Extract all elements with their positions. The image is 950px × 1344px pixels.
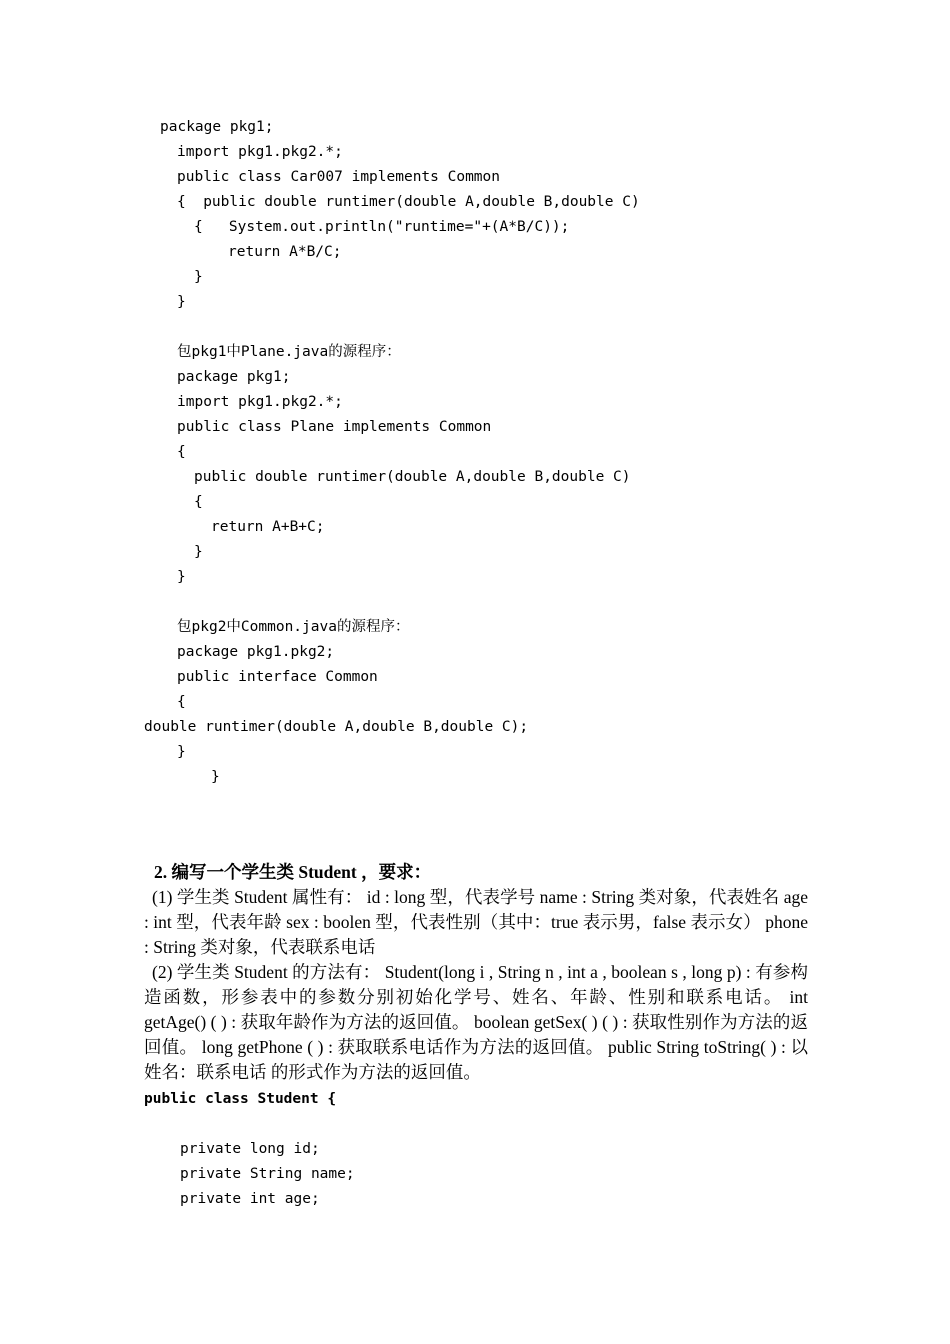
- code-line: import pkg1.pkg2.*;: [177, 144, 343, 160]
- code-line: public class Plane implements Common: [177, 419, 492, 435]
- code-line: public class Student {: [144, 1091, 337, 1107]
- section-heading-plane: 包pkg1中Plane.java的源程序：: [177, 344, 401, 360]
- code-line: { System.out.println("runtime="+(A*B/C));: [194, 219, 570, 235]
- code-line: {: [177, 694, 186, 710]
- code-line: public class Car007 implements Common: [177, 169, 501, 185]
- code-line: private int age;: [180, 1191, 320, 1207]
- code-line: {: [194, 494, 203, 510]
- code-line: {: [177, 444, 186, 460]
- code-line: return A*B/C;: [228, 244, 342, 260]
- code-line: public double runtimer(double A,double B,double C): [194, 469, 631, 485]
- code-line: }: [194, 269, 203, 285]
- code-line: return A+B+C;: [211, 519, 325, 535]
- code-line: public interface Common: [177, 669, 378, 685]
- code-line: package pkg1;: [177, 369, 291, 385]
- code-line: { public double runtimer(double A,double B,double C): [177, 194, 640, 210]
- code-line: }: [194, 544, 203, 560]
- task-title: 2. 编写一个学生类 Student ，要求：: [154, 862, 432, 882]
- code-line: }: [211, 769, 220, 785]
- code-line: package pkg1.pkg2;: [177, 644, 335, 660]
- code-line: package pkg1;: [160, 119, 274, 135]
- code-line: }: [177, 294, 186, 310]
- code-line: private String name;: [180, 1166, 355, 1182]
- section-heading-common: 包pkg2中Common.java的源程序：: [177, 619, 410, 635]
- task-description: [144, 860, 808, 1085]
- code-line: double runtimer(double A,double B,double C);: [144, 719, 529, 735]
- code-line: }: [177, 744, 186, 760]
- task-requirement-2: (2) 学生类 Student 的方法有： Student(long i , String n , int a , boolean s , long p) : 有参构造函数，形参表中的参数分别初始化学号、姓名、年龄、性别和联系电话。 int getAge() ( ) : 获取年龄作为方法的返回值。 boolean getSex( ) ( ) : 获取性别作为方法的返回值。 long getPhone ( ) : 获取联系电话作为方法的返回值。 public String toString( ) : 以 姓名：联系电话 的形式作为方法的返回值。: [144, 962, 808, 1082]
- code-line: }: [177, 569, 186, 585]
- code-line: private long id;: [180, 1141, 320, 1157]
- code-line: import pkg1.pkg2.*;: [177, 394, 343, 410]
- task-requirement-1: (1) 学生类 Student 属性有： id : long 型，代表学号 name : String 类对象，代表姓名 age : int 型，代表年龄 sex : boolen 型，代表性别（其中：true 表示男，false 表示女） phone : String 类对象，代表联系电话: [144, 887, 808, 957]
